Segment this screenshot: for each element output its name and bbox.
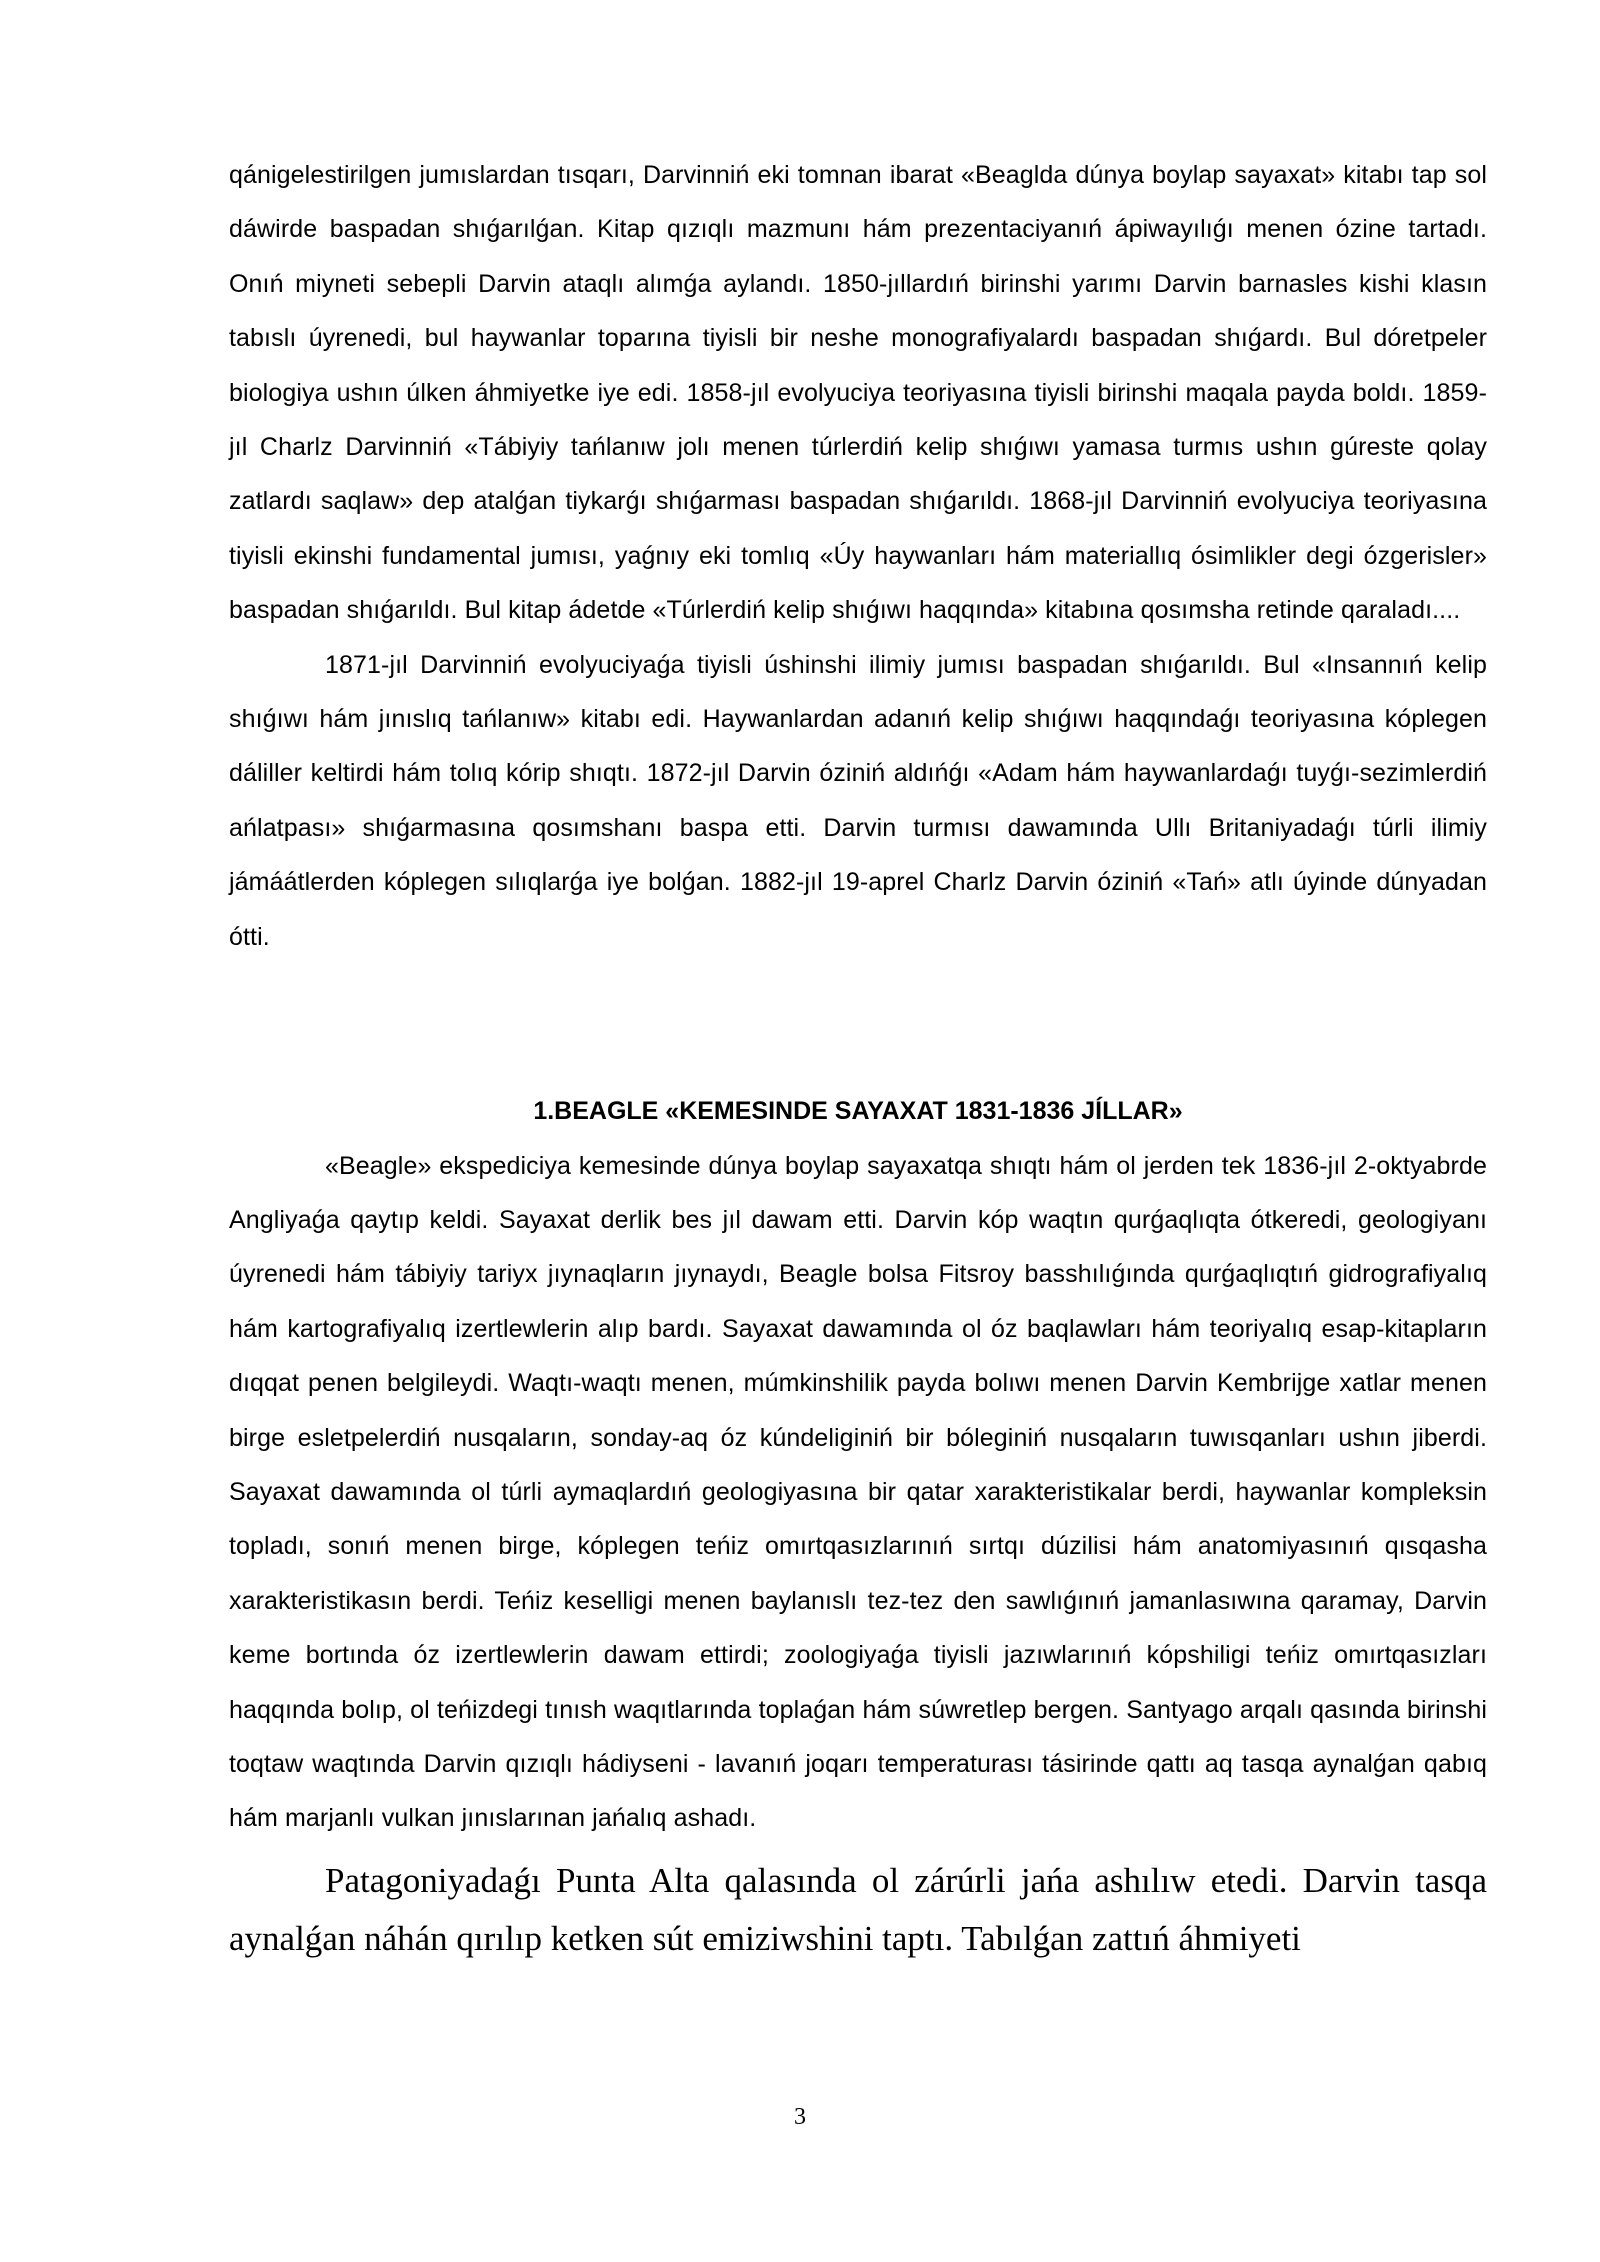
- paragraph-patagonia: Patagoniyadaǵı Punta Alta qalasında ol zárúrli jańa ashılıw etedi. Darvin tasqa aynalǵan náhán qırılıp ketken sút emiziwshini taptı. Tabılǵan zattıń áhmiyeti: [229, 1860, 1487, 1958]
- paragraph-darwin-publications: qánigelestirilgen jumıslardan tısqarı, Darvinniń eki tomnan ibarat «Beaglda dúnya boylap sayaxat» kitabı tap sol dáwirde baspadan shıǵarılǵan. Kitap qızıqlı mazmunı hám prezentaciyanıń ápiwayılıǵı menen ózine tartadı. Onıń miyneti sebepli Darvin ataqlı alımǵa aylandı. 1850-jıllardıń birinshi yarımı Darvin barnasles kishi klasın tabıslı úyrenedi, bul haywanlar toparına tiyisli bir neshe monografiyalardı baspadan shıǵardı. Bul dóretpeler biologiya ushın úlken áhmiyetke iye edi. 1858-jıl evolyuciya teoriyasına tiyisli birinshi maqala payda boldı. 1859-jıl Charlz Darvinniń «Tábiyiy tańlanıw jolı menen túrlerdiń kelip shıǵıwı yamasa turmıs ushın gúreste qolay zatlardı saqlaw» dep atalǵan tiykarǵı shıǵarması baspadan shıǵarıldı. 1868-jıl Darvinniń evolyuciya teoriyasına tiyisli ekinshi fundamental jumısı, yaǵnıy eki tomlıq «Úy haywanları hám materiallıq ósimlikler degi ózgerisler» baspadan shıǵarıldı. Bul kitap ádetde «Túrlerdiń kelip shıǵıwı haqqında» kitabına qosımsha retinde qaraladı....: [229, 161, 1487, 625]
- paragraph-darwin-later-works: 1871-jıl Darvinniń evolyuciyaǵa tiyisli úshinshi ilimiy jumısı baspadan shıǵarıldı. Bul «Insannıń kelip shıǵıwı hám jınıslıq tańlanıw» kitabı edi. Haywanlardan adanıń kelip shıǵıwı haqqındaǵı teoriyasına kóplegen dáliller keltirdi hám tolıq kórip shıqtı. 1872-jıl Darvin óziniń aldıńǵı «Adam hám haywanlardaǵı tuyǵı-sezimlerdiń ańlatpası» shıǵarmasına qosımshanı baspa etti. Darvin turmısı dawamında Ullı Britaniyadaǵı túrli ilimiy jámáátlerden kóplegen sılıqlarǵa iye bolǵan. 1882-jıl 19-aprel Charlz Darvin óziniń «Tań» atlı úyinde dúnyadan ótti.: [229, 650, 1487, 951]
- page-body: [229, 148, 1487, 1968]
- paragraph-beagle-voyage: «Beagle» ekspediciya kemesinde dúnya boylap sayaxatqa shıqtı hám ol jerden tek 1836-jıl 2-oktyabrde Angliyaǵa qaytıp keldi. Sayaxat derlik bes jıl dawam etti. Darvin kóp waqtın qurǵaqlıqta ótkeredi, geologiyanı úyrenedi hám tábiyiy tariyx jıynaqların jıynaydı, Beagle bolsa Fitsroy basshılıǵında qurǵaqlıqtıń gidrografiyalıq hám kartografiyalıq izertlewlerin alıp bardı. Sayaxat dawamında ol óz baqlawları hám teoriyalıq esap-kitapların dıqqat penen belgileydi. Waqtı-waqtı menen, múmkinshilik payda bolıwı menen Darvin Kembrijge xatlar menen birge esletpelerdiń nusqaların, sonday-aq óz kúndeliginiń bir bóleginiń nusqaların tuwısqanları ushın jiberdi. Sayaxat dawamında ol túrli aymaqlardıń geologiyasına bir qatar xarakteristikalar berdi, haywanlar kompleksin topladı, sonıń menen birge, kóplegen teńiz omırtqasızlarınıń sırtqı dúzilisi hám anatomiyasınıń qısqasha xarakteristikasın berdi. Teńiz keselligi menen baylanıslı tez-tez den sawlıǵınıń jamanlasıwına qaramay, Darvin keme bortında óz izertlewlerin dawam ettirdi; zoologiyaǵa tiyisli jazıwlarınıń kópshiligi teńiz omırtqasızları haqqında bolıp, ol teńizdegi tınısh waqıtlarında toplaǵan hám súwretlep bergen. Santyago arqalı qasında birinshi toqtaw waqtında Darvin qızıqlı hádiyseni - lavanıń joqarı temperaturası tásirinde qattı aq tasqa aynalǵan qabıq hám marjanlı vulkan jınıslarınan jańalıq ashadı.: [229, 1151, 1487, 1833]
- page-number: 3: [794, 2104, 806, 2130]
- section-heading: 1.BEAGLE «KEMESINDE SAYAXAT 1831-1836 JÍLLAR»: [533, 1097, 1183, 1126]
